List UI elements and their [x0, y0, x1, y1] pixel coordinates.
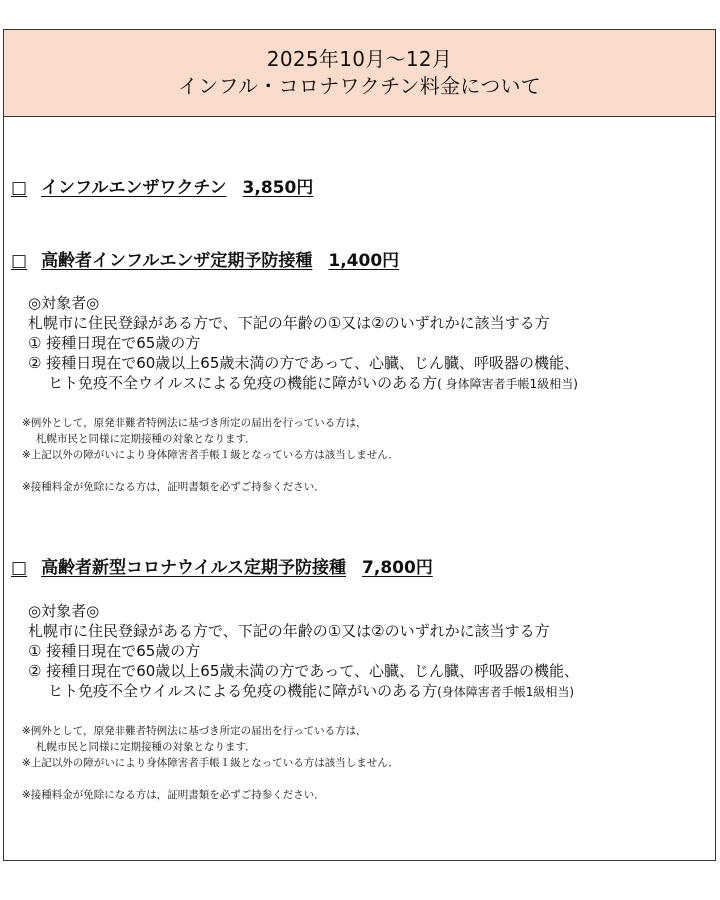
notes-elderly-influenza: [22, 415, 399, 495]
notes-elderly-covid: [22, 723, 399, 803]
header-title: インフル・コロナワクチン料金について: [177, 74, 542, 98]
section-title: 高齢者新型コロナウイルス定期予防接種: [41, 558, 347, 578]
target-item-2: ② 接種日現在で60歳以上65歳未満の方であって、心臓、じん臓、呼吸器の機能、: [28, 662, 579, 680]
note-other-disability: ※上記以外の障がいにより身体障害者手帳１級となっている方は該当しません．: [22, 757, 399, 769]
target-item-1: ① 接種日現在で65歳の方: [28, 642, 201, 660]
checkbox-glyph: □: [11, 251, 28, 271]
section-price: 1,400円: [328, 251, 400, 271]
section-price: 7,800円: [362, 558, 433, 578]
target-description: 札幌市に住民登録がある方で、下記の年齢の①又は②のいずれかに該当する方: [28, 622, 550, 640]
note-exception: ※例外として，原発非難者特例法に基づき所定の届出を行っている方は，: [22, 417, 367, 429]
notice-header: [4, 30, 715, 117]
disability-grade-note: ( 身体障害者手帳1級相当): [437, 377, 578, 391]
target-item-2-continued: ヒト免疫不全ウイルスによる免疫の機能に障がいのある方( 身体障害者手帳1級相当): [48, 374, 578, 392]
section-price: 3,850円: [242, 178, 314, 198]
price-notice-sheet: [3, 29, 716, 861]
section-heading-influenza: [11, 173, 313, 198]
target-item-2-continued: ヒト免疫不全ウイルスによる免疫の機能に障がいのある方(身体障害者手帳1級相当): [48, 682, 575, 700]
note-other-disability: ※上記以外の障がいにより身体障害者手帳１級となっている方は該当しません．: [22, 449, 399, 461]
disability-grade-note: (身体障害者手帳1級相当): [437, 685, 575, 699]
note-exception-continued: 札幌市民と同様に定期接種の対象となります．: [36, 741, 256, 753]
section-heading-elderly-covid: [11, 553, 433, 578]
target-heading: ◎対象者◎: [28, 602, 100, 620]
checkbox-glyph: □: [11, 558, 28, 578]
target-block-elderly-influenza: [28, 293, 579, 394]
section-heading-elderly-influenza: [11, 246, 399, 271]
target-block-elderly-covid: [28, 601, 579, 702]
note-exception-continued: 札幌市民と同様に定期接種の対象となります．: [36, 433, 256, 445]
target-heading: ◎対象者◎: [28, 294, 100, 312]
note-exemption: ※接種料金が免除になる方は，証明書類を必ずご持参ください．: [22, 481, 325, 493]
target-item-2: ② 接種日現在で60歳以上65歳未満の方であって、心臓、じん臓、呼吸器の機能、: [28, 354, 579, 372]
checkbox-glyph: □: [11, 178, 28, 198]
section-title: インフルエンザワクチン: [41, 178, 227, 198]
note-exception: ※例外として，原発非難者特例法に基づき所定の届出を行っている方は，: [22, 725, 367, 737]
target-description: 札幌市に住民登録がある方で、下記の年齢の①又は②のいずれかに該当する方: [28, 314, 550, 332]
header-period: 2025年10月〜12月: [266, 47, 453, 71]
section-title: 高齢者インフルエンザ定期予防接種: [41, 251, 313, 271]
note-exemption: ※接種料金が免除になる方は，証明書類を必ずご持参ください．: [22, 789, 325, 801]
target-item-1: ① 接種日現在で65歳の方: [28, 334, 201, 352]
